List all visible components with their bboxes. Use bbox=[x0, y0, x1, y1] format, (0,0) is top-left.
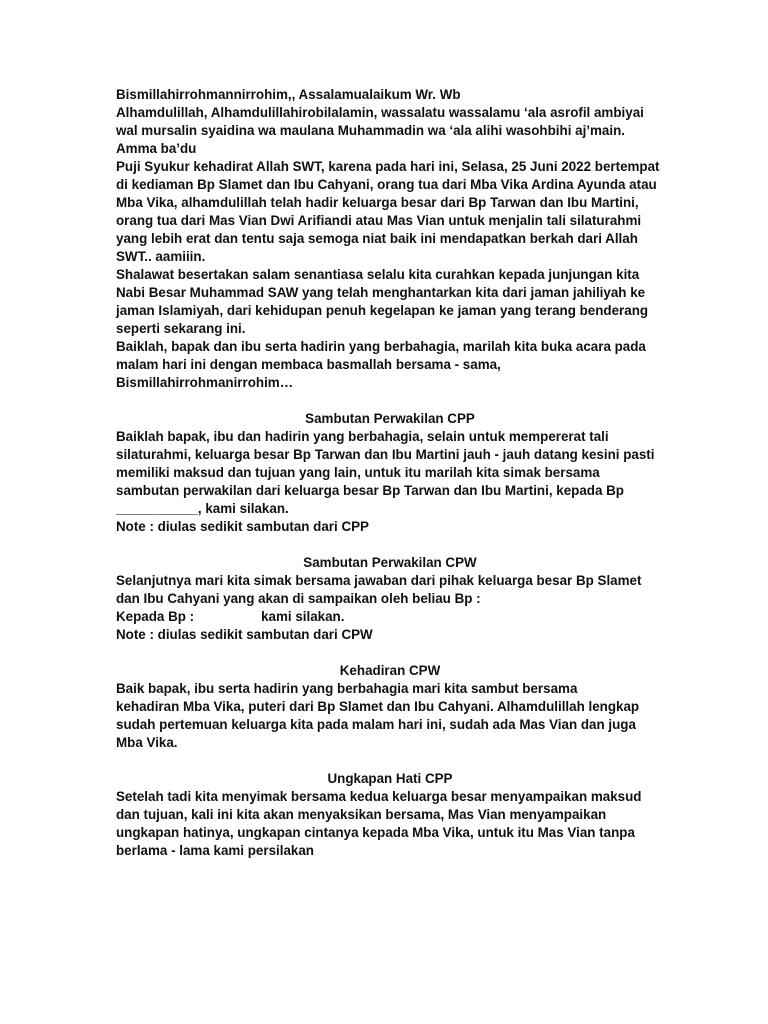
text-line: Mba Vika. bbox=[116, 735, 178, 750]
text-line: Alhamdulillah, Alhamdulillahirobilalamin, wassalatu wassalamu ‘ala asrofil ambiyai bbox=[116, 105, 644, 120]
text-line: Mba Vika, alhamdulillah telah hadir keluarga besar dari Bp Tarwan dan Ibu Martini, bbox=[116, 195, 639, 210]
text-line: Amma ba’du bbox=[116, 141, 197, 156]
text-line: di kediaman Bp Slamet dan Ibu Cahyani, orang tua dari Mba Vika Ardina Ayunda atau bbox=[116, 177, 657, 192]
text-line: orang tua dari Mas Vian Dwi Arifiandi atau Mas Vian untuk menjalin tali silaturahmi bbox=[116, 213, 642, 228]
note-line: Note : diulas sedikit sambutan dari CPP bbox=[116, 519, 369, 534]
text-line: kehadiran Mba Vika, puteri dari Bp Slamet dan Ibu Cahyani. Alhamdulillah lengkap bbox=[116, 699, 640, 714]
text-line: wal mursalin syaidina wa maulana Muhammadin wa ‘ala alihi wasohbihi aj’main. bbox=[116, 123, 625, 138]
text-line: Bismillahirrohmannirrohim,, Assalamualaikum Wr. Wb bbox=[116, 87, 461, 102]
text-line: Kepada Bp : kami silakan. bbox=[116, 609, 345, 624]
text-line: dan tujuan, kali ini kita akan menyaksikan bersama, Mas Vian menyampaikan bbox=[116, 807, 607, 822]
text-line: Nabi Besar Muhammad SAW yang telah menghantarkan kita dari jaman jahiliyah ke bbox=[116, 285, 646, 300]
text-line: malam hari ini dengan membaca basmallah bersama - sama, bbox=[116, 357, 501, 372]
text-line: yang lebih erat dan tentu saja semoga niat baik ini mendapatkan berkah dari Allah bbox=[116, 231, 638, 246]
text-line: memiliki maksud dan tujuan yang lain, untuk itu marilah kita simak bersama bbox=[116, 465, 600, 480]
blank-line bbox=[116, 752, 664, 770]
text-line: ___________, kami silakan. bbox=[116, 501, 289, 516]
text-line: ungkapan hatinya, ungkapan cintanya kepada Mba Vika, untuk itu Mas Vian tanpa bbox=[116, 825, 635, 840]
text-line: Shalawat besertakan salam senantiasa selalu kita curahkan kepada junjungan kita bbox=[116, 267, 640, 282]
text-line: Baiklah bapak, ibu dan hadirin yang berbahagia, selain untuk mempererat tali bbox=[116, 429, 609, 444]
section-ungkapan-hati-cpp bbox=[116, 770, 664, 860]
text-line: Baik bapak, ibu serta hadirin yang berbahagia mari kita sambut bersama bbox=[116, 681, 578, 696]
text-line: berlama - lama kami persilakan bbox=[116, 843, 314, 858]
text-line: Selanjutnya mari kita simak bersama jawaban dari pihak keluarga besar Bp Slamet bbox=[116, 573, 642, 588]
blank-line bbox=[116, 536, 664, 554]
document-page bbox=[116, 86, 664, 860]
text-line: sudah pertemuan keluarga kita pada malam hari ini, sudah ada Mas Vian dan juga bbox=[116, 717, 636, 732]
text-line: silaturahmi, keluarga besar Bp Tarwan dan Ibu Martini jauh - jauh datang kesini pasti bbox=[116, 447, 655, 462]
text-line: Baiklah, bapak dan ibu serta hadirin yang berbahagia, marilah kita buka acara pada bbox=[116, 339, 646, 354]
note-line: Note : diulas sedikit sambutan dari CPW bbox=[116, 627, 373, 642]
section-kehadiran-cpw bbox=[116, 662, 664, 752]
text-line: seperti sekarang ini. bbox=[116, 321, 246, 336]
section-heading: Sambutan Perwakilan CPW bbox=[303, 555, 477, 570]
intro-paragraphs bbox=[116, 86, 664, 392]
section-sambutan-cpp bbox=[116, 410, 664, 536]
text-line: Setelah tadi kita menyimak bersama kedua keluarga besar menyampaikan maksud bbox=[116, 789, 642, 804]
section-sambutan-cpw bbox=[116, 554, 664, 644]
section-heading: Kehadiran CPW bbox=[339, 663, 441, 678]
blank-line bbox=[116, 392, 664, 410]
blank-line bbox=[116, 644, 664, 662]
section-heading: Sambutan Perwakilan CPP bbox=[305, 411, 475, 426]
text-line: Puji Syukur kehadirat Allah SWT, karena pada hari ini, Selasa, 25 Juni 2022 bertempat bbox=[116, 159, 660, 174]
text-line: dan Ibu Cahyani yang akan di sampaikan oleh beliau Bp : bbox=[116, 591, 481, 606]
text-line: jaman Islamiyah, dari kehidupan penuh kegelapan ke jaman yang terang benderang bbox=[116, 303, 649, 318]
text-line: SWT.. aamiiin. bbox=[116, 249, 206, 264]
text-line: Bismillahirrohmanirrohim… bbox=[116, 375, 294, 390]
text-line: sambutan perwakilan dari keluarga besar Bp Tarwan dan Ibu Martini, kepada Bp bbox=[116, 483, 624, 498]
section-heading: Ungkapan Hati CPP bbox=[327, 771, 453, 786]
